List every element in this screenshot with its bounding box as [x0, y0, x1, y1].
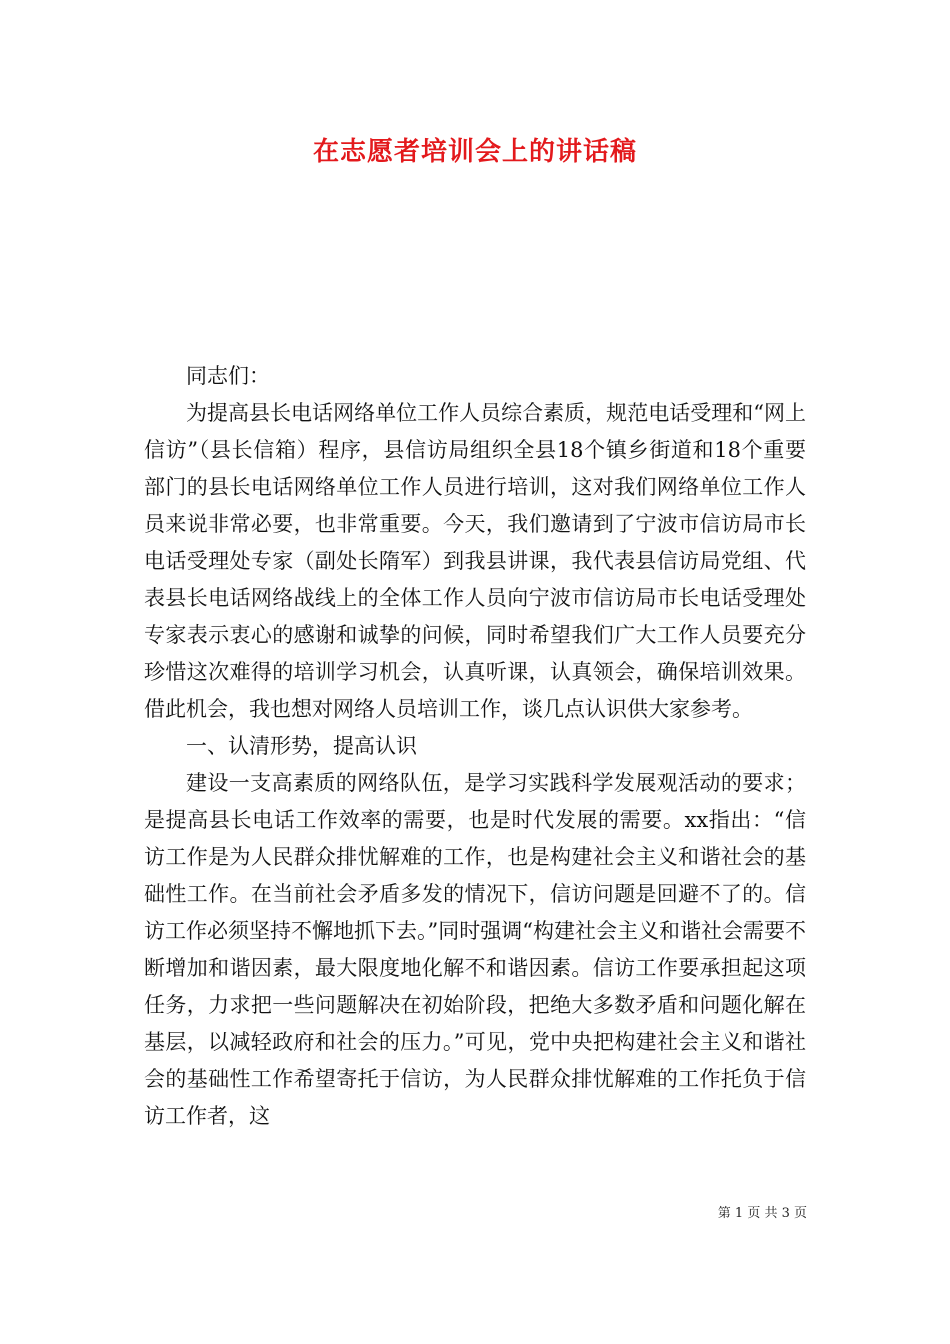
salutation-paragraph: 同志们： — [186, 364, 270, 388]
document-body — [144, 358, 806, 1135]
section-paragraph: 建设一支高素质的网络队伍，是学习实践科学发展观活动的要求；是提高县长电话工作效率的需要，也是时代发展的需要。xx指出：“信访工作是为人民群众排忧解难的工作，也是构建社会主义和谐社会的基础性工作。在当前社会矛盾多发的情况下，信访问题是回避不了的。信访工作必须坚持不懈地抓下去。”同时强调“构建社会主义和谐社会需要不断增加和谐因素，最大限度地化解不和谐因素。信访工作要承担起这项任务，力求把一些问题解决在初始阶段，把绝大多数矛盾和问题化解在基层，以减轻政府和社会的压力。”可见，党中央把构建社会主义和谐社会的基础性工作希望寄托于信访，为人民群众排忧解难的工作托负于信访工作者，这 — [144, 771, 806, 1128]
intro-paragraph: 为提高县长电话网络单位工作人员综合素质，规范电话受理和“网上信访”（县长信箱）程序，县信访局组织全县18个镇乡街道和18个重要部门的县长电话网络单位工作人员进行培训，这对我们网络单位工作人员来说非常必要，也非常重要。今天，我们邀请到了宁波市信访局市长电话受理处专家（副处长隋军）到我县讲课，我代表县信访局党组、代表县长电话网络战线上的全体工作人员向宁波市信访局市长电话受理处专家表示衷心的感谢和诚挚的问候，同时希望我们广大工作人员要充分珍惜这次难得的培训学习机会，认真听课，认真领会，确保培训效果。借此机会，我也想对网络人员培训工作，谈几点认识供大家参考。 — [144, 401, 806, 721]
document-title: 在志愿者培训会上的讲话稿 — [312, 137, 637, 167]
page-footer: 第 1 页 共 3 页 — [717, 1206, 807, 1221]
section-heading: 一、认清形势，提高认识 — [186, 734, 417, 758]
